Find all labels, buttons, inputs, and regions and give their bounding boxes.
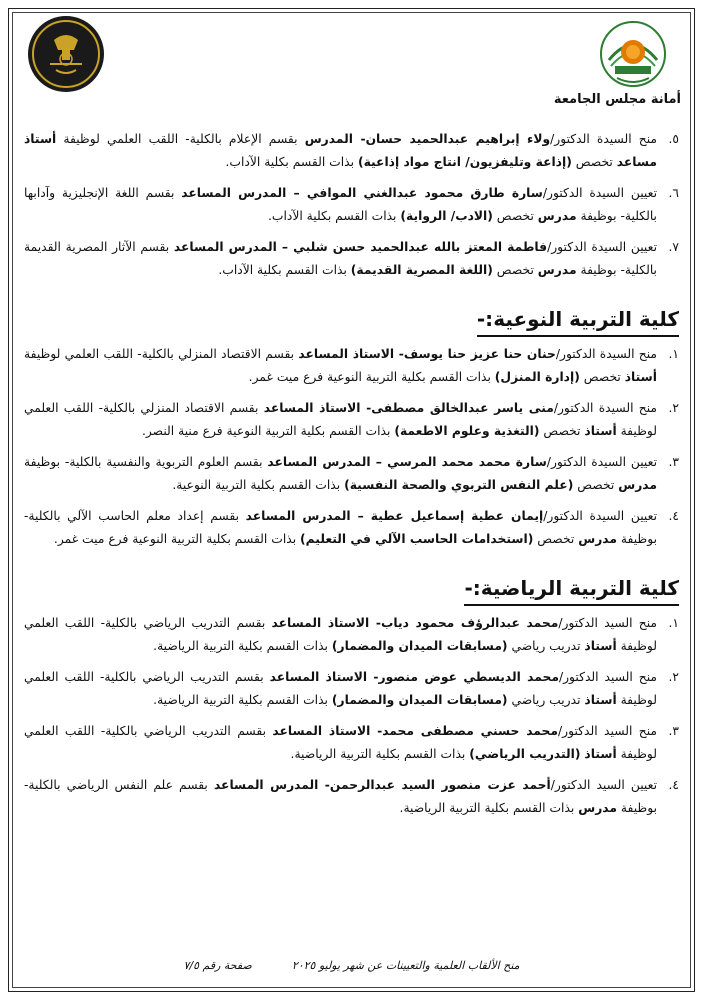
specialty: (اللغة المصرية القديمة) [350, 263, 493, 277]
section1-items-list [24, 343, 679, 551]
item-text [24, 720, 657, 766]
new-position: مدرس [537, 209, 577, 223]
specialty: (إدارة المنزل) [494, 370, 580, 384]
item-text [24, 451, 657, 497]
university-council-office: أمانة مجلس الجامعة [553, 92, 681, 107]
footer-subject: منح الألقاب العلمية والتعيينات عن شهر يوليو ٢٠٢٥ [291, 959, 520, 972]
item-details: بقسم التدريب الرياضي بالكلية- اللقب العلمي لوظيفة [24, 670, 657, 707]
specialty-prefix: تخصص [492, 209, 538, 223]
item-prefix: تعيين السيدة الدكتور/ [543, 509, 657, 523]
current-role: – المدرس المساعد [181, 186, 307, 200]
item-prefix: تعيين السيدة الدكتور/ [547, 240, 657, 254]
item-tail: بذات القسم بكلية التربية الرياضية. [290, 747, 470, 761]
new-position: مدرس [537, 263, 577, 277]
item-tail: بذات القسم بكلية الآداب. [225, 155, 358, 169]
new-position: مدرس [618, 478, 657, 492]
specialty: (علم النفس التربوي والصحة النفسية) [344, 478, 574, 492]
section-title-text: كلية التربية الرياضية [480, 576, 679, 600]
specialty: (استخدامات الحاسب الآلي في التعليم) [300, 532, 534, 546]
person-name: محمد الديسطي عوض منصور [378, 670, 559, 684]
item-tail: بذات القسم بكلية التربية النوعية. [172, 478, 345, 492]
list-item [24, 612, 679, 658]
person-name: ولاء إبراهيم عبدالحميد حسان [365, 132, 551, 146]
item-text [24, 397, 657, 443]
item-number: ٢. [668, 670, 679, 684]
section-title-suffix: :- [476, 307, 494, 331]
item-number: ٤. [668, 509, 679, 523]
list-item [24, 128, 679, 174]
anniversary-50-logo-icon [26, 14, 106, 94]
page-footer [40, 959, 663, 972]
list-item [24, 720, 679, 766]
item-details: بقسم اللغة الإنجليزية وآدابها بالكلية- بوظيفة [24, 186, 657, 223]
item-prefix: منح السيد الدكتور/ [558, 724, 657, 738]
new-position: أستاذ [584, 747, 617, 761]
item-text [24, 182, 657, 228]
item-tail: بذات القسم بكلية التربية الرياضية. [153, 639, 332, 653]
list-item [24, 505, 679, 551]
item-prefix: تعيين السيد الدكتور/ [550, 778, 657, 792]
specialty: (الادب/ الرواية) [400, 209, 493, 223]
item-prefix: منح السيدة الدكتور/ [550, 132, 658, 146]
item-tail: بذات القسم بكلية التربية الرياضية. [153, 693, 332, 707]
section2-items-list [24, 612, 679, 820]
specialty-prefix: تخصص [492, 263, 538, 277]
section-title-text: كلية التربية النوعية [493, 307, 679, 331]
item-text [24, 505, 657, 551]
item-tail: بذات القسم بكلية التربية الرياضية. [399, 801, 579, 815]
current-role: - الاستاذ المساعد [269, 670, 379, 684]
list-item [24, 343, 679, 389]
person-name: محمد عبدالرؤف محمود دياب [381, 616, 559, 630]
item-text [24, 236, 657, 282]
document-body [24, 128, 679, 828]
item-details: بقسم الآثار المصرية القديمة بالكلية- بوظيفة [24, 240, 657, 277]
item-prefix: منح السيد الدكتور/ [558, 616, 658, 630]
item-details: بقسم العلوم التربوية والنفسية بالكلية- بوظيفة [24, 455, 268, 469]
new-position: أستاذ [584, 693, 617, 707]
item-details: بقسم علم النفس الرياضي بالكلية- بوظيفة [24, 778, 657, 815]
specialty: (مسابقات الميدان والمضمار) [331, 639, 508, 653]
new-position: أستاذ مساعد [24, 132, 657, 169]
list-item [24, 451, 679, 497]
person-name: محمد حسني مصطفى محمد [382, 724, 559, 738]
current-role: - المدرس المساعد [213, 778, 330, 792]
item-prefix: تعيين السيدة الدكتور/ [542, 186, 657, 200]
person-name: أحمد عزت منصور السيد عبدالرحمن [329, 778, 551, 792]
specialty-prefix: تخصص [539, 424, 585, 438]
item-number: ٤. [668, 778, 679, 792]
person-name: فاطمة المعتز بالله عبدالحميد حسن شلبي [293, 240, 548, 254]
current-role: - الاستاذ المساعد [272, 724, 383, 738]
item-text [24, 612, 657, 658]
list-item [24, 774, 679, 820]
item-tail: بذات القسم بكلية الآداب. [267, 209, 401, 223]
item-number: ٧. [668, 240, 679, 254]
specialty: (مسابقات الميدان والمضمار) [331, 693, 508, 707]
new-position: أستاذ [584, 639, 617, 653]
current-role: – المدرس المساعد [267, 455, 388, 469]
item-details: بقسم التدريب الرياضي بالكلية- اللقب العلمي لوظيفة [24, 724, 657, 761]
item-text [24, 774, 657, 820]
item-number: ٣. [668, 455, 679, 469]
current-role: - الاستاذ المساعد [271, 616, 382, 630]
specialty: (التدريب الرياضي) [469, 747, 581, 761]
item-tail: بذات القسم بكلية التربية النوعية فرع منية النصر. [141, 424, 395, 438]
person-name: حنان حنا عزيز حنا يوسف [403, 347, 556, 361]
current-role: - المدرس [304, 132, 366, 146]
item-number: ٦. [668, 186, 679, 200]
item-details: بقسم الاقتصاد المنزلي بالكلية- اللقب العلمي لوظيفة [24, 401, 657, 438]
person-name: سارة طارق محمود عبدالغني الموافي [306, 186, 543, 200]
specialty-prefix: تخصص [579, 370, 625, 384]
section-title-specific-education [477, 304, 679, 337]
list-item [24, 666, 679, 712]
current-role: - الاستاذ المساعد [298, 347, 404, 361]
university-logo-icon [599, 20, 667, 88]
specialty-prefix: تدريب رياضي [507, 639, 585, 653]
item-number: ١. [668, 616, 679, 630]
new-position: مدرس [578, 801, 617, 815]
item-number: ١. [668, 347, 679, 361]
specialty-prefix: تدريب رياضي [507, 693, 585, 707]
section-title-suffix: :- [464, 576, 481, 600]
item-text [24, 343, 657, 389]
section-title-physical-education [464, 573, 679, 606]
item-number: ٣. [668, 724, 679, 738]
list-item [24, 397, 679, 443]
item-details: بقسم التدريب الرياضي بالكلية- اللقب العلمي لوظيفة [24, 616, 657, 653]
item-details: بقسم الاقتصاد المنزلي بالكلية- اللقب العلمي لوظيفة [24, 347, 299, 361]
item-number: ٢. [668, 401, 679, 415]
current-role: - الاستاذ المساعد [263, 401, 372, 415]
item-details: بقسم إعداد معلم الحاسب الآلي بالكلية- بوظيفة [24, 509, 657, 546]
current-role: – المدرس المساعد [245, 509, 371, 523]
person-name: إيمان عطية إسماعيل عطية [370, 509, 544, 523]
item-tail: بذات القسم بكلية التربية النوعية فرع ميت غمر. [53, 532, 301, 546]
intro-items-list [24, 128, 679, 282]
item-tail: بذات القسم بكلية التربية النوعية فرع ميت غمر. [248, 370, 495, 384]
item-details: بقسم الإعلام بالكلية- اللقب العلمي لوظيفة [56, 132, 305, 146]
person-name: سارة محمد محمد المرسي [387, 455, 547, 469]
list-item [24, 236, 679, 282]
item-text [24, 128, 657, 174]
new-position: أستاذ [624, 370, 657, 384]
specialty-prefix: تخصص [533, 532, 579, 546]
new-position: مدرس [578, 532, 617, 546]
specialty: (إذاعة وتليفزيون/ انتاج مواد إذاعية) [357, 155, 572, 169]
item-tail: بذات القسم بكلية الآداب. [218, 263, 351, 277]
list-item [24, 182, 679, 228]
item-prefix: منح السيدة الدكتور/ [555, 347, 658, 361]
footer-page-number: صفحة رقم ٧/٥ [183, 959, 252, 972]
person-name: منى ياسر عبدالخالق مصطفى [371, 401, 554, 415]
item-prefix: منح السيدة الدكتور/ [553, 401, 657, 415]
item-text [24, 666, 657, 712]
specialty-prefix: تخصص [571, 155, 617, 169]
item-prefix: منح السيد الدكتور/ [558, 670, 658, 684]
item-prefix: تعيين السيدة الدكتور/ [546, 455, 657, 469]
new-position: أستاذ [584, 424, 617, 438]
current-role: – المدرس المساعد [173, 240, 294, 254]
item-number: ٥. [668, 132, 679, 146]
specialty-prefix: تخصص [573, 478, 619, 492]
specialty: (التغذية وعلوم الاطعمة) [394, 424, 540, 438]
